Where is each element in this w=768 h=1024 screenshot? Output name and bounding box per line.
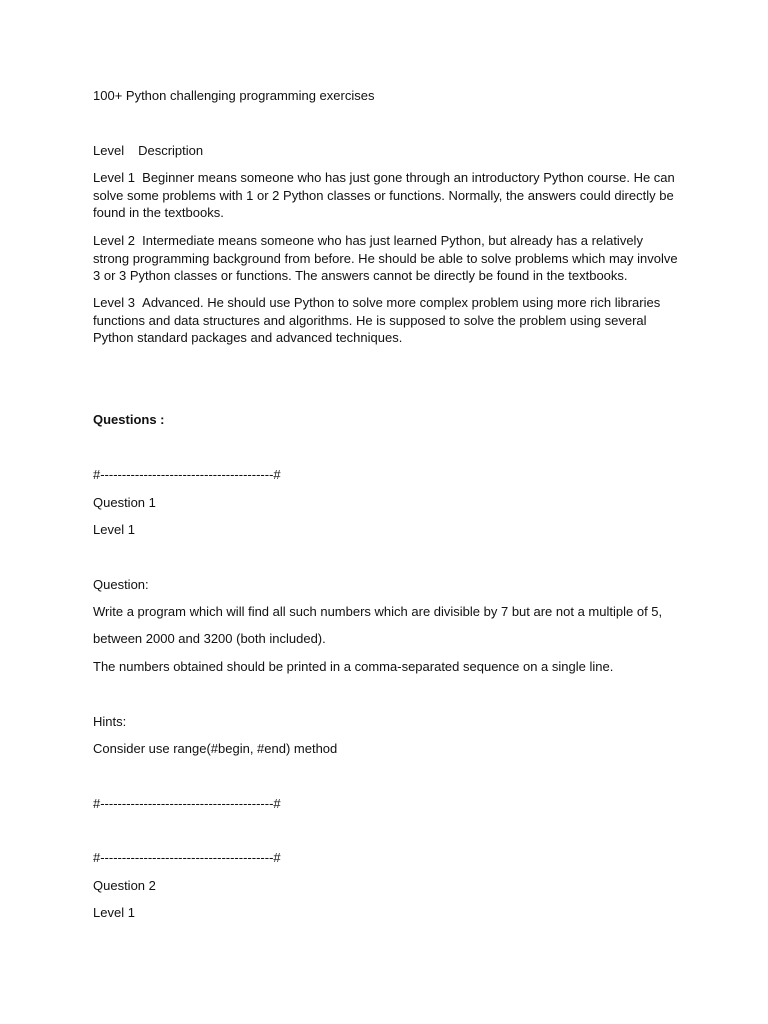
separator-3: #----------------------------------------# bbox=[93, 850, 281, 865]
levels-header-level: Level bbox=[93, 143, 125, 158]
level-3-label: Level 3 bbox=[93, 295, 135, 310]
question-1-line-2: between 2000 and 3200 (both included). bbox=[93, 631, 326, 646]
question-1-hints-label: Hints: bbox=[93, 714, 127, 729]
separator-1: #----------------------------------------# bbox=[93, 467, 281, 482]
question-2-level: Level 1 bbox=[93, 905, 135, 920]
level-1-text: Beginner means someone who has just gone through an introductory Python course. He can solve some problems with 1 or 2 Python classes or functions. Normally, the answers could directly be found in the textbooks. bbox=[93, 170, 675, 221]
level-2-text: Intermediate means someone who has just learned Python, but already has a relatively strong programming background from before. He should be able to solve problems which may involve 3 or 3 Python classes or functions. The answers cannot be directly be found in the textbooks. bbox=[93, 233, 678, 284]
question-2-title: Question 2 bbox=[93, 878, 156, 893]
question-1-label: Question: bbox=[93, 577, 149, 592]
levels-header-description: Description bbox=[138, 143, 204, 158]
level-1-description bbox=[93, 169, 678, 222]
question-1-title: Question 1 bbox=[93, 495, 156, 510]
question-1-line-3: The numbers obtained should be printed in a comma-separated sequence on a single line. bbox=[93, 659, 614, 674]
level-3-text: Advanced. He should use Python to solve more complex problem using more rich libraries functions and data structures and algorithms. He is supposed to solve the problem using several Python standard packages and advanced techniques. bbox=[93, 295, 661, 346]
level-1-label: Level 1 bbox=[93, 170, 135, 185]
levels-header bbox=[93, 142, 203, 160]
questions-heading: Questions : bbox=[93, 412, 165, 427]
question-1-level: Level 1 bbox=[93, 522, 135, 537]
level-2-description bbox=[93, 232, 678, 285]
document-title: 100+ Python challenging programming exercises bbox=[93, 88, 375, 103]
question-1-line-1: Write a program which will find all such numbers which are divisible by 7 but are not a multiple of 5, bbox=[93, 604, 663, 619]
separator-2: #----------------------------------------# bbox=[93, 796, 281, 811]
level-2-label: Level 2 bbox=[93, 233, 135, 248]
question-1-hint: Consider use range(#begin, #end) method bbox=[93, 741, 338, 756]
level-3-description bbox=[93, 294, 678, 347]
